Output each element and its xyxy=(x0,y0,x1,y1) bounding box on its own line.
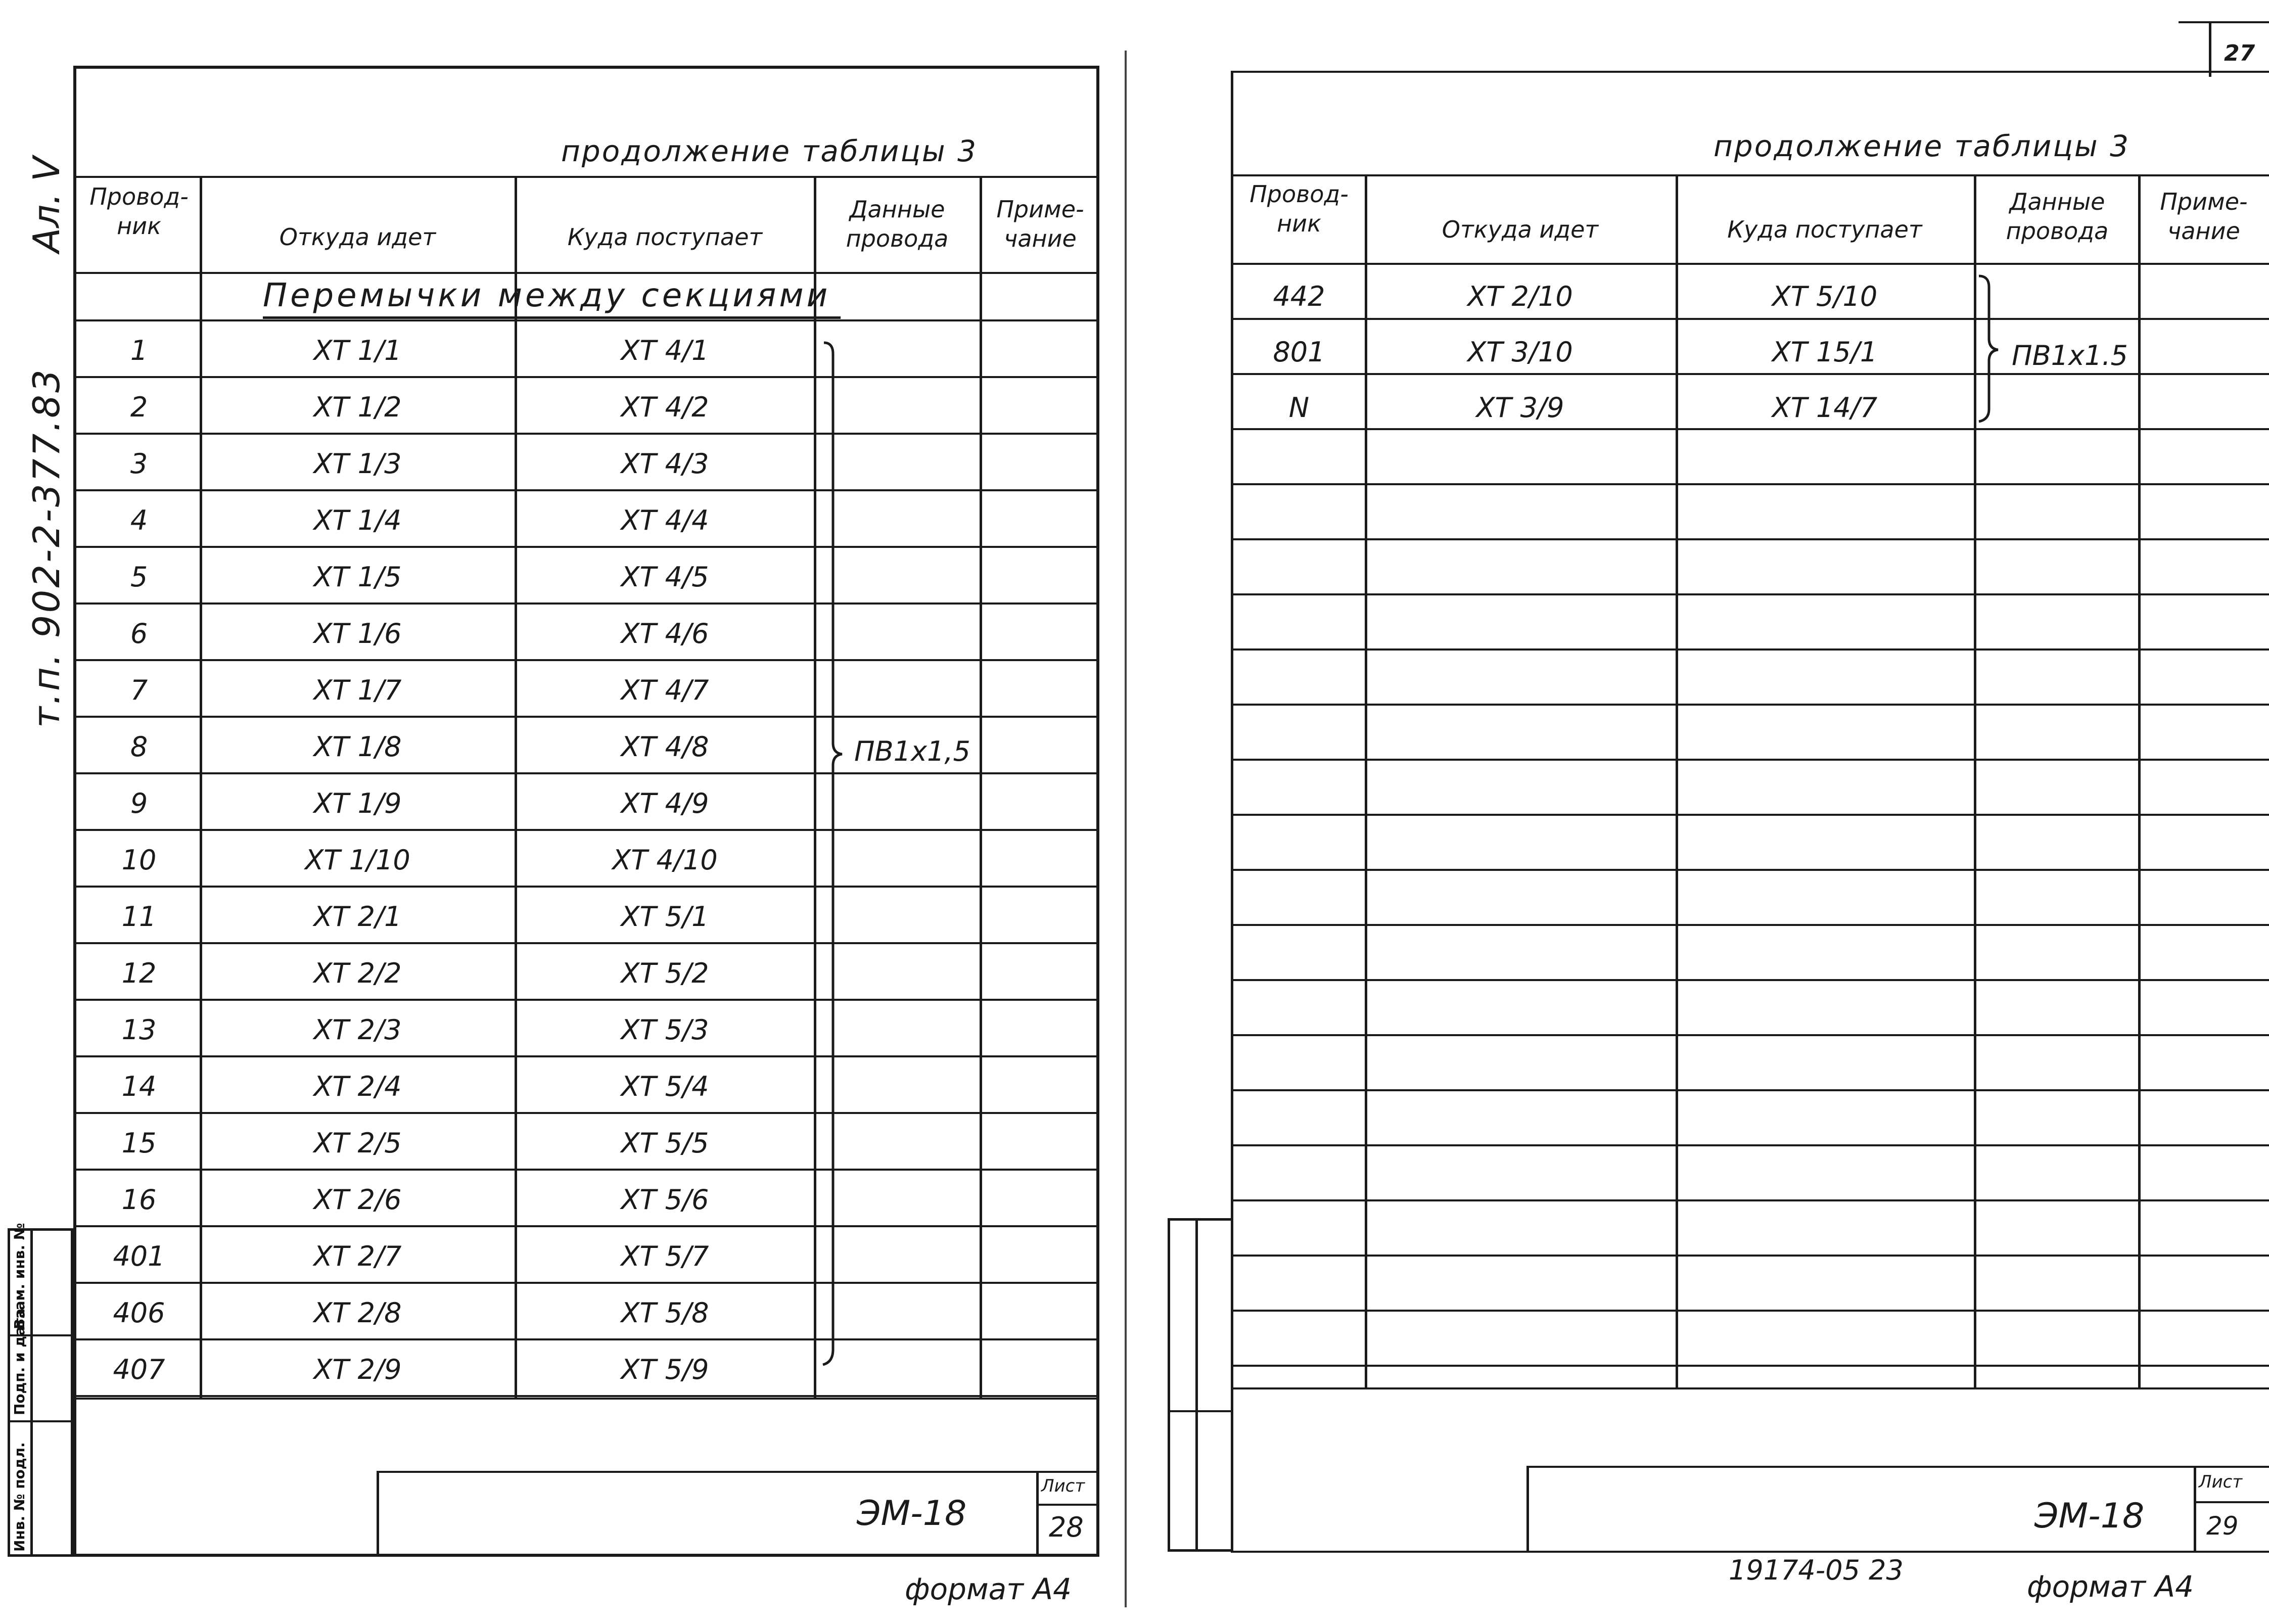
right-sheet-box-line xyxy=(2194,1466,2196,1552)
corner-mark: 27 xyxy=(2224,40,2255,66)
left-cell-to: XT 4/6 xyxy=(621,618,709,649)
left-cell-n: 3 xyxy=(130,448,148,480)
right-cell-from: XT 2/10 xyxy=(1467,281,1573,312)
right-row-line xyxy=(1231,1255,2269,1257)
left-cell-n: 1 xyxy=(130,335,148,366)
binding-stamp-label-3: Взам. инв. № xyxy=(11,1223,28,1329)
left-cell-n: 406 xyxy=(113,1297,165,1329)
left-row-line xyxy=(73,1395,1099,1397)
corner-mark-line xyxy=(2179,21,2269,23)
left-cell-from: XT 2/8 xyxy=(313,1297,402,1329)
right-row-line xyxy=(1231,979,2269,981)
left-cell-to: XT 5/4 xyxy=(621,1071,709,1102)
left-titleblock-top-line xyxy=(377,1471,1099,1473)
left-cell-from: XT 1/8 xyxy=(313,731,402,763)
left-row-line xyxy=(73,433,1099,435)
left-row-line xyxy=(73,716,1099,718)
right-row-line xyxy=(1231,483,2269,485)
left-cell-from: XT 1/3 xyxy=(313,448,402,480)
right-header-to: Куда поступает xyxy=(1727,216,1922,243)
right-header-note: Приме-чание xyxy=(2160,188,2248,245)
left-header-bottom-line xyxy=(73,272,1099,274)
right-cell-to: XT 14/7 xyxy=(1772,392,1878,424)
right-archive-number: 19174-05 23 xyxy=(1729,1554,1904,1586)
left-cell-from: XT 1/1 xyxy=(313,335,402,366)
right-row-line xyxy=(1231,814,2269,816)
binding-stamp-divider xyxy=(30,1228,33,1557)
right-row-line xyxy=(1231,759,2269,761)
right-titleblock-top-line xyxy=(1526,1466,2269,1468)
left-header-note: Приме-чание xyxy=(996,196,1084,252)
right-row-line xyxy=(1231,538,2269,540)
left-col-line-4 xyxy=(980,176,982,1399)
right-row-line xyxy=(1231,428,2269,430)
left-cell-from: XT 2/7 xyxy=(313,1240,402,1272)
left-row-line xyxy=(73,1055,1099,1057)
right-frame-top-line xyxy=(1231,71,2269,73)
right-frame-bottom-line xyxy=(1231,1551,2269,1553)
left-row-line xyxy=(73,602,1099,605)
left-header-to: Куда поступает xyxy=(567,223,763,251)
left-row-line xyxy=(73,1112,1099,1114)
left-row-line xyxy=(73,489,1099,491)
left-row-line xyxy=(73,886,1099,888)
left-row-line xyxy=(73,829,1099,831)
left-cell-n: 15 xyxy=(121,1127,157,1159)
right-header-wire-data: Данные провода xyxy=(2006,188,2109,245)
left-cell-to: XT 4/10 xyxy=(612,844,718,876)
left-cell-to: XT 4/1 xyxy=(621,335,709,366)
left-cell-from: XT 2/2 xyxy=(313,957,402,989)
corner-mark-tick xyxy=(2209,21,2211,77)
left-cell-to: XT 4/3 xyxy=(621,448,709,480)
sheet-group-mark: Ал. V xyxy=(25,156,68,253)
left-cell-to: XT 5/9 xyxy=(621,1354,709,1385)
right-row-line xyxy=(1231,1089,2269,1091)
left-row-line xyxy=(73,1282,1099,1284)
left-cell-from: XT 1/9 xyxy=(313,787,402,819)
left-section-heading: Перемычки между секциями xyxy=(263,277,841,319)
binding-stamp-label-2: Подп. и дата xyxy=(11,1308,28,1415)
left-cell-to: XT 5/3 xyxy=(621,1014,709,1046)
right-row-line xyxy=(1231,593,2269,595)
left-cell-n: 9 xyxy=(130,787,148,819)
right-row-line xyxy=(1231,318,2269,320)
right-table-top-line xyxy=(1231,174,2269,176)
right-cell-n: 442 xyxy=(1273,281,1325,312)
right-cell-to: XT 5/10 xyxy=(1772,281,1878,312)
right-sheet-number: 29 xyxy=(2206,1511,2239,1541)
left-cell-n: 407 xyxy=(113,1354,165,1385)
left-row-line xyxy=(73,546,1099,548)
left-cell-to: XT 5/6 xyxy=(621,1184,709,1216)
right-row-line xyxy=(1231,1144,2269,1146)
right-wire-bracket xyxy=(1974,273,2004,425)
right-header-from: Откуда идет xyxy=(1442,216,1599,243)
left-cell-to: XT 4/5 xyxy=(621,561,709,593)
left-cell-from: XT 1/4 xyxy=(313,504,402,536)
right-table-title: продолжение таблицы 3 xyxy=(1714,129,2131,163)
left-cell-n: 4 xyxy=(130,504,148,536)
left-sheet-box-line xyxy=(1036,1471,1039,1557)
left-cell-to: XT 5/5 xyxy=(621,1127,709,1159)
left-row-line xyxy=(73,376,1099,378)
left-cell-n: 11 xyxy=(121,901,157,933)
left-cell-n: 5 xyxy=(130,561,148,593)
left-table-title: продолжение таблицы 3 xyxy=(561,134,978,168)
left-cell-from: XT 1/10 xyxy=(305,844,410,876)
left-cell-to: XT 4/2 xyxy=(621,391,709,423)
binding-stamp-row-2 xyxy=(8,1420,73,1422)
right-row-line xyxy=(1231,924,2269,926)
left-cell-n: 6 xyxy=(130,618,148,649)
right-stamp-strip-divider xyxy=(1195,1218,1198,1552)
right-row-line xyxy=(1231,373,2269,375)
right-row-line xyxy=(1231,1365,2269,1367)
left-sheet-label: Лист xyxy=(1041,1476,1085,1496)
right-row-line xyxy=(1231,1310,2269,1312)
left-row-line xyxy=(73,999,1099,1001)
left-cell-n: 2 xyxy=(130,391,148,423)
right-stamp-strip-row xyxy=(1168,1410,1233,1412)
right-sheet-label: Лист xyxy=(2199,1472,2243,1492)
left-cell-n: 10 xyxy=(121,844,157,876)
left-cell-from: XT 2/9 xyxy=(313,1354,402,1385)
left-cell-from: XT 1/5 xyxy=(313,561,402,593)
left-cell-from: XT 2/3 xyxy=(313,1014,402,1046)
left-cell-from: XT 1/6 xyxy=(313,618,402,649)
left-cell-n: 401 xyxy=(113,1240,165,1272)
left-cell-to: XT 5/8 xyxy=(621,1297,709,1329)
right-sheet-box-divider xyxy=(2194,1501,2269,1503)
left-section-separator xyxy=(73,319,1099,321)
left-cell-from: XT 1/7 xyxy=(313,674,402,706)
left-row-line xyxy=(73,659,1099,661)
project-code-mark: т.п. 902-2-377.83 xyxy=(25,367,68,728)
left-cell-from: XT 2/5 xyxy=(313,1127,402,1159)
left-cell-to: XT 5/7 xyxy=(621,1240,709,1272)
right-titleblock-left-line xyxy=(1526,1466,1529,1552)
center-fold-line xyxy=(1125,51,1127,1607)
binding-stamp-label-1: Инв. № подл. xyxy=(11,1442,28,1552)
right-cell-to: XT 15/1 xyxy=(1772,336,1878,368)
left-cell-to: XT 5/2 xyxy=(621,957,709,989)
right-cell-n: N xyxy=(1288,392,1310,424)
left-wire-bracket xyxy=(819,339,849,1370)
left-table-top-line xyxy=(73,176,1099,178)
left-cell-to: XT 4/8 xyxy=(621,731,709,763)
right-row-line xyxy=(1231,869,2269,871)
right-stamp-strip xyxy=(1168,1218,1233,1552)
right-cell-from: XT 3/10 xyxy=(1467,336,1573,368)
left-cell-to: XT 5/1 xyxy=(621,901,709,933)
left-cell-n: 13 xyxy=(121,1014,157,1046)
left-row-line xyxy=(73,1338,1099,1340)
right-header-conductor: Провод-ник xyxy=(1249,180,1349,237)
left-wire-bracket-label: ПВ1х1,5 xyxy=(854,735,970,767)
left-cell-from: XT 2/1 xyxy=(313,901,402,933)
left-titleblock-left-line xyxy=(377,1471,379,1557)
right-doc-code: ЭМ-18 xyxy=(2034,1496,2145,1536)
left-doc-code: ЭМ-18 xyxy=(857,1494,967,1534)
right-cell-n: 801 xyxy=(1273,336,1325,368)
left-cell-n: 8 xyxy=(130,731,148,763)
right-header-bottom-line xyxy=(1231,263,2269,265)
right-row-line xyxy=(1231,704,2269,706)
right-col-line-4 xyxy=(2138,174,2141,1387)
right-table-bottom-line xyxy=(1231,1387,2269,1389)
left-header-conductor: Провод-ник xyxy=(89,183,189,240)
left-header-from: Откуда идет xyxy=(279,223,436,251)
left-header-wire-data: Данные провода xyxy=(846,196,949,252)
right-row-line xyxy=(1231,1199,2269,1201)
left-cell-n: 16 xyxy=(121,1184,157,1216)
left-sheet-box-divider xyxy=(1036,1504,1099,1506)
left-cell-to: XT 4/9 xyxy=(621,787,709,819)
left-cell-to: XT 4/7 xyxy=(621,674,709,706)
left-sheet-number: 28 xyxy=(1049,1511,1084,1543)
left-row-line xyxy=(73,1225,1099,1227)
left-cell-n: 12 xyxy=(121,957,157,989)
left-cell-from: XT 1/2 xyxy=(313,391,402,423)
left-table-bottom-line xyxy=(73,1398,1099,1400)
left-cell-from: XT 2/4 xyxy=(313,1071,402,1102)
left-row-line xyxy=(73,772,1099,774)
left-row-line xyxy=(73,942,1099,944)
left-cell-n: 14 xyxy=(121,1071,157,1102)
left-col-line-3 xyxy=(814,176,816,1399)
left-format-label: формат А4 xyxy=(905,1572,1072,1606)
left-cell-from: XT 2/6 xyxy=(313,1184,402,1216)
left-cell-n: 7 xyxy=(130,674,148,706)
right-wire-bracket-label: ПВ1х1.5 xyxy=(2012,340,2128,372)
left-row-line xyxy=(73,1169,1099,1171)
right-format-label: формат А4 xyxy=(2027,1569,2194,1604)
right-cell-from: XT 3/9 xyxy=(1476,392,1564,424)
left-cell-to: XT 4/4 xyxy=(621,504,709,536)
right-row-line xyxy=(1231,648,2269,651)
right-row-line xyxy=(1231,1034,2269,1036)
